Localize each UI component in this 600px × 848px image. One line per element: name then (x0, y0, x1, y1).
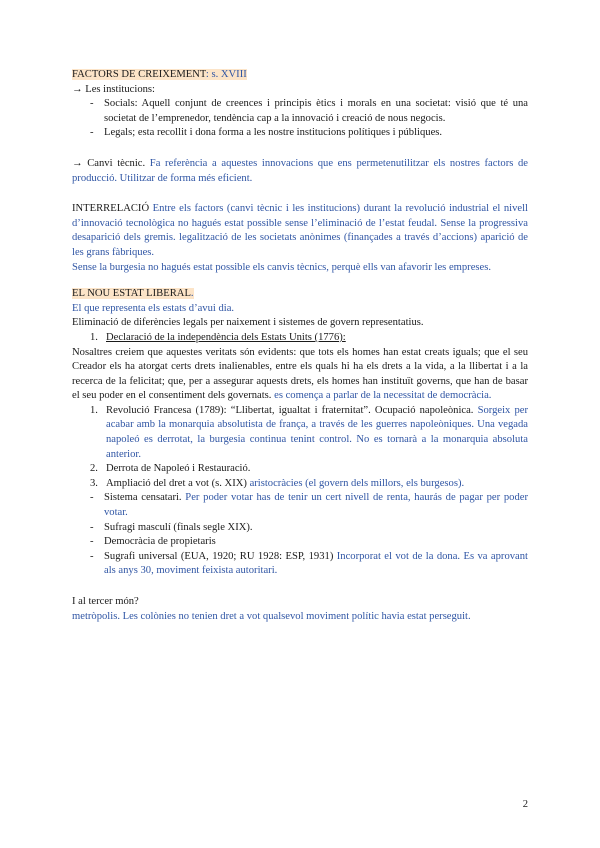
interrelacio-text: Entre els factors (canvi tècnic i les institucions) durant la revolució industrial el nivell d’innovació tecnològica no hagués estat possible sense l’eliminació de l’estat feudal. Sense la progressiva desaparició dels gremis. legalització de les societats anònimes (finançades a través d’accions) aparició de les grans fàbriques. (72, 203, 528, 258)
item-number: 1. (90, 404, 98, 416)
bullet-legals (72, 126, 528, 141)
bullet-dash: - (90, 127, 94, 139)
legals-text: Legals; esta recollit i dona forma a les nostre institucions polítiques i públiques. (104, 127, 443, 139)
ampliacio-text: Ampliació del dret a vot (s. XIX) (106, 477, 247, 489)
ampliacio-note: aristocràcies (el govern dels millors, els burgesos). (246, 477, 465, 489)
sufragi-universal-text: Sugrafi universal (EUA, 1920; RU 1928: ESP, 1931) (104, 550, 334, 562)
bullet-socials (72, 97, 528, 126)
bullet-dash: - (90, 521, 94, 533)
quote-note: es comença a parlar de la necessitat de democràcia. (271, 390, 492, 402)
bullet-dash: - (90, 550, 94, 562)
bullet-dash: - (90, 492, 94, 504)
bullet-dash: - (90, 536, 94, 548)
bullet-dash: - (90, 98, 94, 110)
section-heading-estat-liberal (72, 287, 528, 302)
page-number: 2 (522, 799, 528, 810)
socials-text: Socials: Aquell conjunt de creences i principis ètics i morals en una societat: visió que té una societat de l’emprenedor, tendència cap a la innovació i creació de nous negocis. (104, 98, 528, 124)
canvi-label: → Canvi tècnic. (72, 157, 146, 169)
censatari-text: Sistema censatari. (104, 492, 182, 504)
estat-elimination: Eliminació de diferències legals per naixement i sistemes de govern representatius. (72, 317, 424, 329)
section-heading-factors (72, 68, 528, 83)
item-number: 2. (90, 463, 98, 475)
numbered-item-ampliacio (72, 477, 528, 492)
numbered-item-declaracio (72, 331, 528, 346)
document-page (72, 68, 528, 624)
numbered-item-revolucio (72, 404, 528, 462)
item-number: 1. (90, 331, 98, 343)
tercer-mon-question: I al tercer món? (72, 596, 139, 607)
numbered-item-derrota (72, 462, 528, 477)
item-number: 3. (90, 477, 98, 489)
heading-estat-title: EL NOU ESTAT LIBERAL (72, 288, 191, 300)
sufragi-masculi-text: Sufragi masculí (finals segle XIX). (104, 521, 253, 533)
derrota-text: Derrota de Napoleó i Restauració. (106, 463, 251, 475)
tercer-mon-answer: metròpolis. Les colònies no tenien dret a vot qualsevol moviment polític havia estat perseguit. (72, 610, 471, 622)
canvi-text: Fa referència a aquestes innovacions que ens permetenutilitzar els nostres factors de producció. Utilitzar de forma més eficient. (72, 157, 528, 184)
bullet-sufragi-universal (72, 550, 528, 579)
heading-estat-suffix: . (190, 288, 194, 300)
burgesia-paragraph: Sense la burgesia no hagués estat possible els canvis tècnics, perquè ells van afavorir les empreses. (72, 261, 492, 273)
bullet-sufragi-masculi (72, 521, 528, 536)
quote-text: Nosaltres creiem que aquestes veritats són evidents: que tots els homes han estat creats iguals; que el seu Creador els ha atorgat certs drets inalienables, entre els quals hi ha els drets a la vida, a la llibertat i a la recerca de la felicitat; que, per a assegurar aquests drets, els homes han instituït governs, que han de basar el seu poder en el consentiment dels governats. (72, 346, 528, 402)
revolucio-text: Revolució Francesa (1789): “Llibertat, igualtat i fraternitat”. Ocupació napoleònica. (106, 404, 474, 416)
revolucio-note: Sorgeix per acabar amb la monarquia absolutista de frança, a través de les guerres napoleòniques. Una vegada napoleó es derrotat, la burgesia continua tenint control. No es tornarà a la monarquia absoluta anterior. (106, 404, 528, 460)
censatari-note: Per poder votar has de tenir un cert nivell de renta, haurás de pagar per poder votar. (104, 492, 529, 519)
institucions-label: → Les institucions: (72, 83, 155, 95)
quote-paragraph (72, 346, 528, 404)
estat-intro: El que representa els estats d’avui dia. (72, 302, 235, 314)
bullet-democracia-propietaris (72, 535, 528, 550)
sufragi-universal-note: Incorporat el vot de la dona. Es va aprovant als anys 30, moviment feixista autoritari. (104, 550, 528, 577)
heading-factors-title: FACTORS DE CREIXEMENT (72, 69, 206, 80)
heading-factors-suffix: : s. XVIII (205, 69, 247, 80)
democracia-text: Democràcia de propietaris (104, 536, 216, 548)
interrelacio-label: INTERRELACIÓ (72, 203, 150, 215)
bullet-censatari (72, 491, 528, 520)
declaracio-text: Declaració de la independència dels Estats Units (1776): (106, 331, 346, 343)
interrelacio-paragraph (72, 202, 528, 260)
canvi-tecnic-paragraph (72, 157, 528, 186)
